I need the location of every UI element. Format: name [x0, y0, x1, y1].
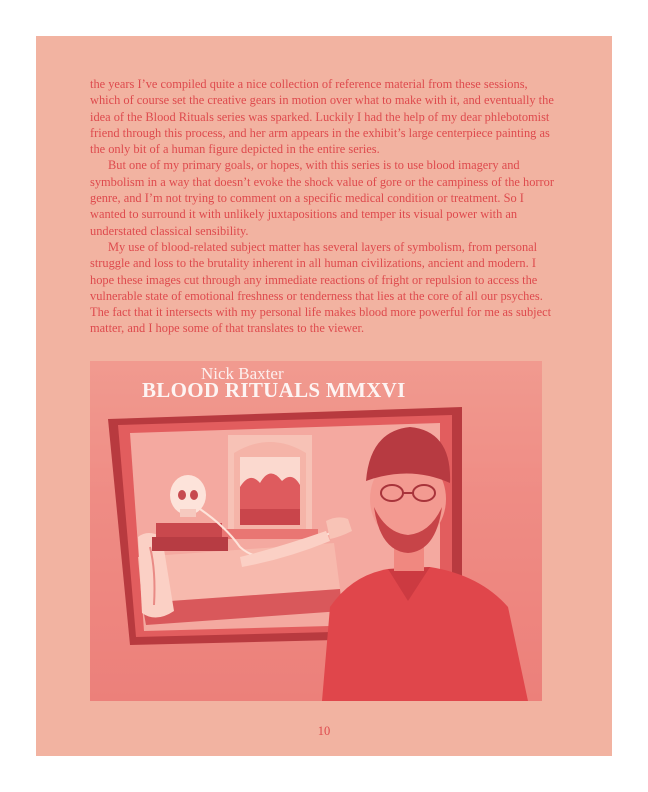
wall-artist-name: Nick Baxter	[201, 364, 284, 383]
wall-exhibition-title: BLOOD RITUALS MMXVI	[142, 378, 406, 402]
exhibition-photo	[90, 361, 542, 701]
article-paragraph-2: But one of my primary goals, or hopes, with this series is to use blood imagery and symbolism in a way that doesn’t evoke the shock value of gore or the campiness of the horror genre, and I’m not trying to comment on a specific medical condition or treatment. So I wanted to surround it with unlikely juxtapositions and temper its visual power with an understated classical sensibility.	[90, 158, 554, 238]
article-body	[90, 76, 560, 337]
photo-illustration	[90, 361, 542, 701]
article-paragraph-1: the years I’ve compiled quite a nice collection of reference material from these sessions, which of course set the creative gears in motion over what to make with it, and eventually the idea of the Blood Rituals series was sparked. Luckily I had the help of my dear phlebotomist friend through this process, and her arm appears in the exhibit’s large centerpiece painting as the only bit of a human figure depicted in the entire series.	[90, 77, 554, 157]
magazine-page	[36, 36, 612, 756]
page-number: 10	[317, 724, 331, 738]
article-paragraph-3: My use of blood-related subject matter has several layers of symbolism, from personal struggle and loss to the brutality inherent in all human civilizations, ancient and modern. I hope these images cut through any immediate reactions of fright or repulsion to access the vulnerable state of emotional freshness or tenderness that lies at the core of all our psyches. The fact that it intersects with my personal life makes blood more powerful for me as subject matter, and I hope some of that translates to the viewer.	[90, 239, 552, 336]
